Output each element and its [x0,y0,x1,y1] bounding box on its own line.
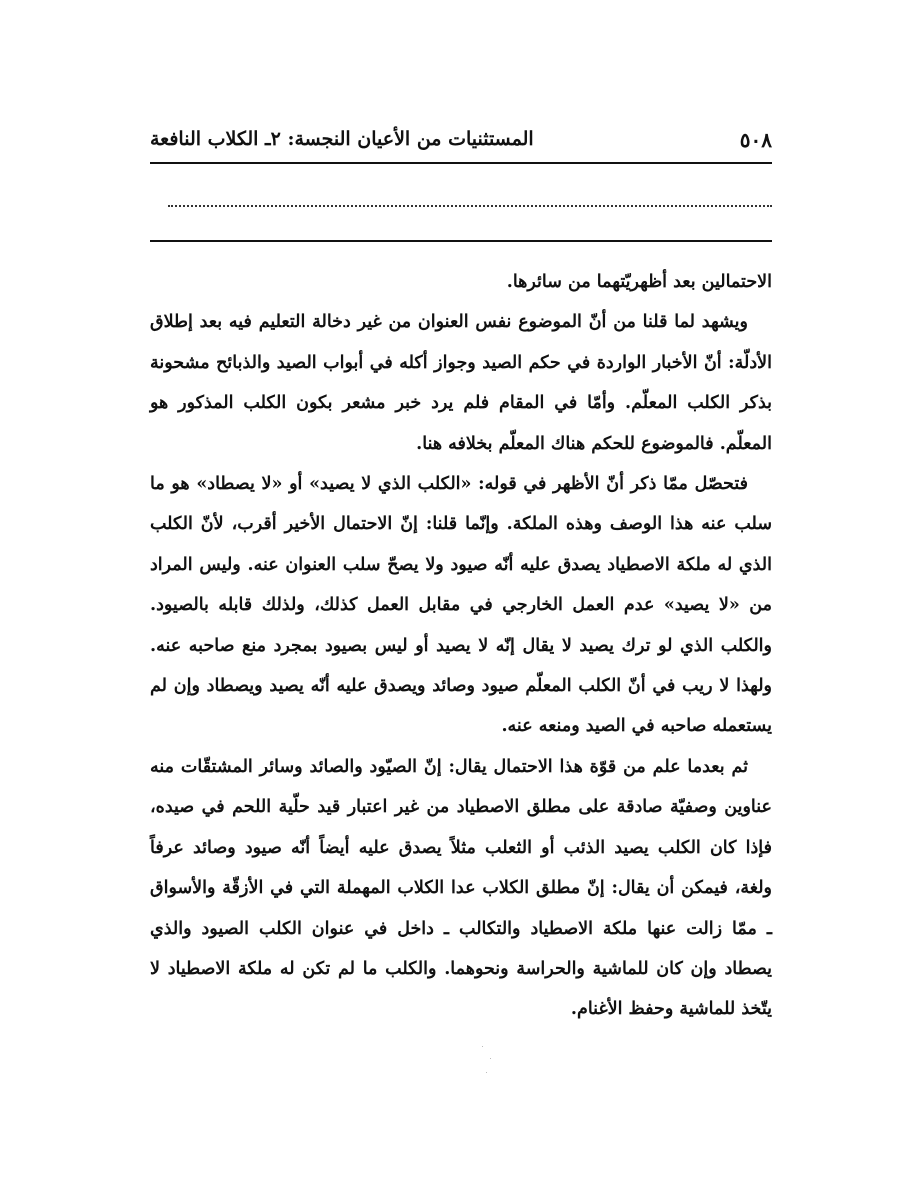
scan-speck [482,1046,483,1047]
running-title: المستثنيات من الأعيان النجسة: ٢ـ الكلاب النافعة [150,128,534,150]
scan-speck [490,1058,491,1059]
paragraph: ثم بعدما علم من قوّة هذا الاحتمال يقال: إنّ الصيّود والصائد وسائر المشتقّات منه عناوين وصفيّة صادقة على مطلق الاصطياد من غير اعتبار قيد حلّية اللحم في صيده، فإذا كان الكلب يصيد الذئب أو الثعلب مثلاً يصدق عليه أيضاً أنّه صيود وصائد عرفاً ولغة، فيمكن أن يقال: إنّ مطلق الكلاب عدا الكلاب المهملة التي في الأزقّة والأسواق ـ ممّا زالت عنها ملكة الاصطياد والتكالب ـ داخل في عنوان الكلب الصيود والذي يصطاد وإن كان للماشية والحراسة ونحوهما. والكلب ما لم تكن له ملكة الاصطياد لا يتّخذ للماشية وحفظ الأغنام. [150,756,772,1020]
dotted-separator [168,205,772,207]
running-header [150,128,772,164]
header-rule [150,162,772,164]
paragraph: ويشهد لما قلنا من أنّ الموضوع نفس العنوان من غير دخالة التعليم فيه بعد إطلاق الأدلّة: أنّ الأخبار الواردة في حكم الصيد وجواز أكله في أبواب الصيد والذبائح مشحونة بذكر الكلب المعلّم. وأمّا في المقام فلم يرد خبر مشعر بكون الكلب المذكور هو المعلّم. فالموضوع للحكم هناك المعلّم بخلافه هنا. [150,312,772,454]
paragraph-continuation: الاحتمالين بعد أظهريّتهما من سائرها. [506,272,772,292]
body-text [150,262,772,1030]
page-number: ٥٠٨ [739,128,772,152]
scan-speck [486,1072,487,1073]
section-rule [150,240,772,242]
paragraph: فتحصّل ممّا ذكر أنّ الأظهر في قوله: «الكلب الذي لا يصيد» أو «لا يصطاد» هو ما سلب عنه هذا الوصف وهذه الملكة. وإنّما قلنا: إنّ الاحتمال الأخير أقرب، لأنّ الكلب الذي له ملكة الاصطياد يصدق عليه أنّه صيود ولا يصحّ سلب العنوان عنه. وليس المراد من «لا يصيد» عدم العمل الخارجي في مقابل العمل كذلك، ولذلك قابله بالصيود. والكلب الذي لو ترك يصيد لا يقال إنّه لا يصيد أو ليس بصيود بمجرد منع صاحبه عنه. ولهذا لا ريب في أنّ الكلب المعلّم صيود وصائد ويصدق عليه أنّه يصيد ويصطاد وإن لم يستعمله صاحبه في الصيد ومنعه عنه. [150,474,772,737]
